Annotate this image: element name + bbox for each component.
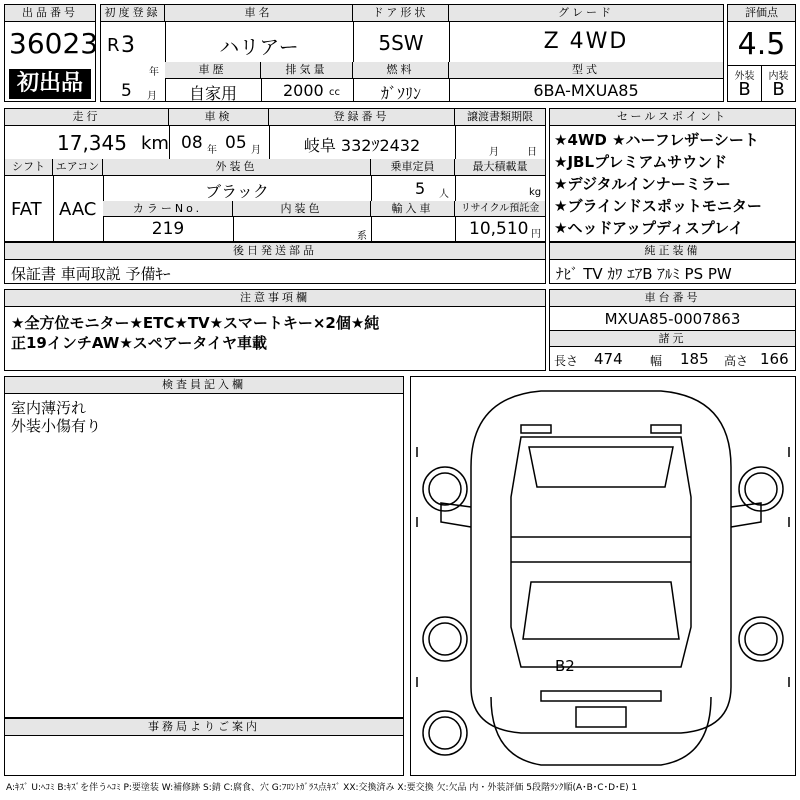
recycle-value: 10,510 [469, 219, 529, 239]
displacement-unit: cc [329, 87, 340, 98]
sales-point-item: ★4WD ★ハーフレザーシート [554, 131, 759, 149]
notes-box [4, 289, 546, 371]
max-load-label: 最大積載量 [455, 159, 545, 176]
chassis-label: 車台番号 [550, 290, 795, 307]
lot-box [4, 4, 99, 102]
inspector-label: 検査員記入欄 [5, 377, 403, 394]
equipment-box [549, 242, 796, 284]
sales-points-label: セールスポイント [550, 109, 795, 126]
car-name-label: 車名 [165, 5, 353, 22]
car-outline-drawing [411, 377, 795, 775]
max-load-unit: kg [529, 187, 542, 198]
inspection-month-unit: 月 [251, 145, 261, 156]
model-label: 型式 [449, 62, 723, 79]
later-parts-value: 保証書 車両取説 予備ｷｰ [11, 265, 171, 283]
sales-point-item: ★デジタルインナーミラー [554, 175, 731, 193]
length-value: 474 [594, 350, 623, 368]
import-label: 輸入車 [371, 201, 455, 217]
displacement-value: 2000 [283, 81, 324, 100]
first-reg-month-unit: 月 [147, 91, 157, 102]
equipment-label: 純正装備 [550, 243, 795, 260]
notes-line: 正19インチAW★スペアータイヤ車載 [11, 334, 268, 352]
lot-number: 36023 [9, 27, 99, 60]
car-diagram [410, 376, 796, 776]
later-parts-box [4, 242, 546, 284]
notes-line: ★全方位モニター★ETC★TV★スマートキー×2個★純 [11, 314, 380, 332]
inspection-year-unit: 年 [207, 145, 217, 156]
sales-point-item: ★ブラインドスポットモニター [554, 197, 762, 215]
fuel-value: ｶﾞｿﾘﾝ [380, 84, 421, 103]
inspection-year: 08 [181, 133, 203, 153]
first-reg-label: 初度登録 [101, 5, 165, 22]
plate-number: 岐阜 332ﾂ2432 [303, 136, 421, 155]
inspection-label: 車検 [169, 109, 269, 126]
shift-label: シフト [5, 159, 53, 176]
plate-label: 登録番号 [269, 109, 455, 126]
later-parts-label: 後日発送部品 [5, 243, 545, 260]
door-label: ドア形状 [353, 5, 449, 22]
grade-value: Z 4WD [543, 29, 629, 54]
int-score: B [772, 79, 785, 100]
length-label: 長さ [554, 354, 579, 368]
lot-label: 出品番号 [5, 5, 95, 22]
ext-score: B [738, 79, 751, 100]
sales-point-item: ★JBLプレミアムサウンド [554, 153, 728, 171]
inspector-box [4, 376, 404, 718]
color-no-label: カラーNo. [103, 201, 233, 217]
car-name: ハリアー [219, 35, 299, 59]
first-reg-year-unit: 年 [149, 67, 159, 78]
transfer-day-unit: 日 [527, 147, 537, 158]
ac-label: エアコン [53, 159, 103, 176]
vehicle-detail-block [4, 108, 546, 242]
displacement-label: 排気量 [261, 62, 353, 79]
top-info-block [100, 4, 724, 102]
color-no-value: 219 [151, 219, 185, 239]
width-label: 幅 [650, 354, 663, 368]
int-color-unit: 系 [357, 231, 367, 242]
chassis-number: MXUA85-0007863 [604, 310, 741, 328]
score-value: 4.5 [737, 27, 786, 62]
transfer-label: 譲渡書類期限 [455, 109, 545, 126]
mileage-label: 走行 [5, 109, 169, 126]
model-value: 6BA-MXUA85 [533, 81, 639, 100]
damage-mark: B2 [555, 657, 575, 675]
fuel-label: 燃料 [353, 62, 449, 79]
inspector-line: 外装小傷有り [11, 417, 102, 435]
height-value: 166 [760, 350, 789, 368]
recycle-unit: 円 [531, 229, 541, 240]
legend-footer: A:ｷｽﾞ U:ﾍｺﾐ B:ｷｽﾞを伴うﾍｺﾐ P:要塗装 W:補修跡 S:錆 C:腐食、穴 G:ﾌﾛﾝﾄｶﾞﾗｽ点ｷｽﾞ XX:交換済み X:要交換 欠:欠品 内・外装評価 5段階ﾗﾝｸ順(A･B･C･D･E) 1 [6, 783, 638, 793]
ext-color-label: 外装色 [103, 159, 371, 176]
transfer-month-unit: 月 [489, 147, 499, 158]
capacity-label: 乗車定員 [371, 159, 455, 176]
mileage-value: 17,345 [57, 131, 127, 155]
first-reg-year: 3 [121, 33, 135, 58]
capacity-value: 5 [415, 179, 426, 198]
shift-value: FAT [11, 199, 42, 220]
recycle-label: リサイクル預託金 [455, 201, 545, 217]
int-score-label: 内装 [768, 71, 789, 82]
equipment-value: ﾅﾋﾞ TV ｶﾜ ｴｱB ｱﾙﾐ PS PW [556, 265, 732, 283]
dims-label: 諸元 [550, 330, 795, 347]
width-value: 185 [680, 350, 709, 368]
mileage-unit: km [141, 133, 169, 154]
office-box [4, 718, 404, 776]
history-label: 車歴 [165, 62, 261, 79]
score-label: 評価点 [728, 5, 795, 22]
grade-label: グレード [449, 5, 723, 22]
ac-value: AAC [59, 199, 97, 220]
notes-label: 注意事項欄 [5, 290, 545, 307]
capacity-unit: 人 [439, 189, 449, 200]
inspection-month: 05 [225, 133, 247, 153]
office-label: 事務局よりご案内 [5, 719, 403, 736]
height-label: 高さ [724, 354, 749, 368]
first-reg-era: R [107, 35, 120, 56]
ext-score-label: 外装 [734, 71, 755, 82]
sales-point-item: ★ヘッドアップディスプレイ [554, 219, 744, 237]
door-type: 5SW [378, 31, 424, 55]
history-value: 自家用 [188, 84, 237, 103]
score-box [727, 4, 796, 102]
chassis-box [549, 289, 796, 371]
sales-points-box [549, 108, 796, 242]
inspector-line: 室内薄汚れ [11, 399, 87, 417]
ext-color-value: ブラック [205, 182, 269, 201]
first-reg-month: 5 [121, 81, 132, 101]
first-listing-badge: 初出品 [9, 69, 91, 99]
int-color-label: 内装色 [233, 201, 371, 217]
